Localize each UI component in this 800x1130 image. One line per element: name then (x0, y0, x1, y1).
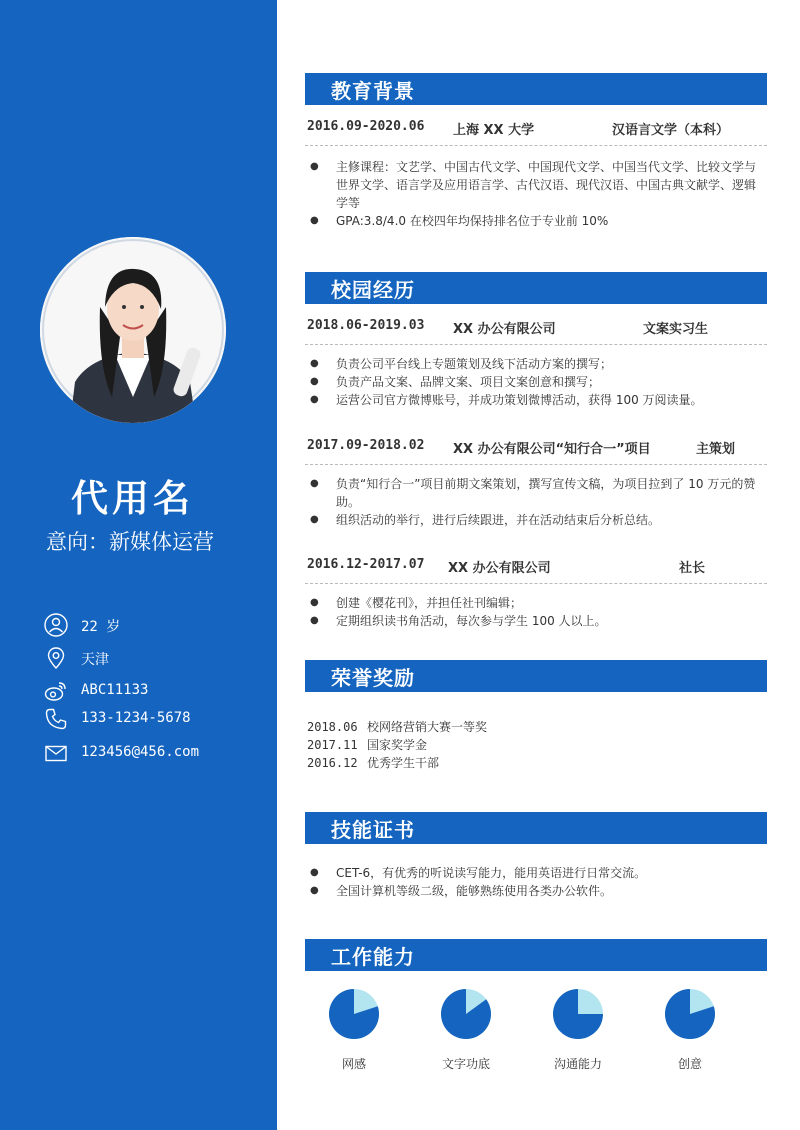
award-text: 国家奖学金 (367, 738, 428, 752)
section-title: 技能证书 (331, 818, 415, 842)
education-major: 汉语言文学（本科） (612, 123, 730, 138)
job-intent: 意向：新媒体运营 (46, 530, 214, 554)
divider (305, 145, 767, 146)
award-text: 优秀学生干部 (367, 756, 440, 770)
section-skills (305, 812, 767, 844)
education-school: 上海 XX 大学 (453, 123, 535, 138)
list-item: ● 负责公司平台线上专题策划及线下活动方案的撰写； (310, 355, 760, 373)
list-item: ● 定期组织读书角活动，每次参与学生 100 人以上。 (310, 612, 760, 630)
contact-weibo-text: ABC11133 (81, 682, 149, 698)
list-item: ● 负责“知行合一”项目前期文案策划，撰写宣传文稿，为项目拉到了 10 万元的赞助。 (310, 475, 760, 511)
education-list (310, 158, 760, 230)
contact-age-text: 22 岁 (81, 619, 121, 635)
person-icon (44, 613, 68, 637)
award-item (307, 718, 487, 735)
experience-org: XX 办公有限公司 (453, 322, 556, 337)
ability-label: 网感 (341, 1057, 366, 1071)
avatar (40, 237, 226, 423)
experience-org: XX 办公有限公司 (448, 561, 551, 576)
experience-org: XX 办公有限公司“知行合一”项目 (453, 442, 651, 457)
experience-date: 2016.12-2017.07 (307, 557, 425, 572)
section-ability (305, 939, 767, 971)
divider (305, 464, 767, 465)
section-title: 校园经历 (331, 278, 415, 302)
location-pin-icon (44, 646, 68, 670)
list-item: ● 创建《樱花刊》，并担任社刊编辑； (310, 594, 760, 612)
ability-label: 创意 (677, 1057, 702, 1071)
profile-name: 代用名 (71, 477, 194, 520)
list-item: ● 全国计算机等级二级，能够熟练使用各类办公软件。 (310, 882, 760, 900)
ability-pie (664, 988, 716, 1040)
contact-phone (44, 707, 264, 733)
list-item: ● GPA:3.8/4.0 在校四年均保持排名位于专业前 10% (310, 212, 760, 230)
skills-list (310, 864, 760, 900)
contact-location (44, 646, 264, 672)
sidebar (0, 0, 277, 1130)
ability-pie (552, 988, 604, 1040)
mail-icon (44, 741, 68, 765)
award-item (307, 754, 439, 771)
list-item: ● 主修课程：文艺学、中国古代文学、中国现代文学、中国当代文学、比较文学与世界文学、语言学及应用语言学、古代汉语、现代汉语、中国古典文献学、逻辑学等 (310, 158, 760, 212)
experience-role: 主策划 (696, 442, 736, 457)
section-campus (305, 272, 767, 304)
section-honors (305, 660, 767, 692)
experience-role: 社长 (679, 561, 706, 576)
education-date: 2016.09-2020.06 (307, 119, 425, 134)
ability-label: 文字功底 (441, 1057, 490, 1071)
divider (305, 583, 767, 584)
divider (305, 344, 767, 345)
experience-date: 2018.06-2019.03 (307, 318, 425, 333)
award-text: 校网络营销大赛一等奖 (367, 720, 488, 734)
avatar-portrait-icon (40, 237, 226, 423)
award-date: 2017.11 (307, 738, 358, 752)
contact-weibo (44, 679, 264, 705)
contact-location-text: 天津 (81, 652, 109, 668)
weibo-icon (44, 679, 68, 703)
section-title: 工作能力 (331, 945, 415, 969)
section-education (305, 73, 767, 105)
ability-label: 沟通能力 (553, 1057, 602, 1071)
list-item: ● CET-6，有优秀的听说读写能力，能用英语进行日常交流。 (310, 864, 760, 882)
experience-list (310, 475, 760, 529)
experience-date: 2017.09-2018.02 (307, 438, 425, 453)
contact-phone-text: 133-1234-5678 (81, 710, 191, 726)
list-item: ● 运营公司官方微博账号，并成功策划微博活动，获得 100 万阅读量。 (310, 391, 760, 409)
contact-age (44, 613, 264, 639)
ability-pie (440, 988, 492, 1040)
award-item (307, 736, 427, 753)
experience-list (310, 594, 760, 630)
contact-email (44, 741, 264, 767)
experience-list (310, 355, 760, 409)
section-title: 教育背景 (331, 79, 415, 103)
award-date: 2018.06 (307, 720, 358, 734)
award-date: 2016.12 (307, 756, 358, 770)
ability-pie (328, 988, 380, 1040)
list-item: ● 负责产品文案、品牌文案、项目文案创意和撰写； (310, 373, 760, 391)
phone-icon (44, 707, 68, 731)
section-title: 荣誉奖励 (331, 666, 415, 690)
list-item: ● 组织活动的举行，进行后续跟进，并在活动结束后分析总结。 (310, 511, 760, 529)
contact-email-text: 123456@456.com (81, 744, 200, 760)
experience-role: 文案实习生 (643, 322, 709, 337)
